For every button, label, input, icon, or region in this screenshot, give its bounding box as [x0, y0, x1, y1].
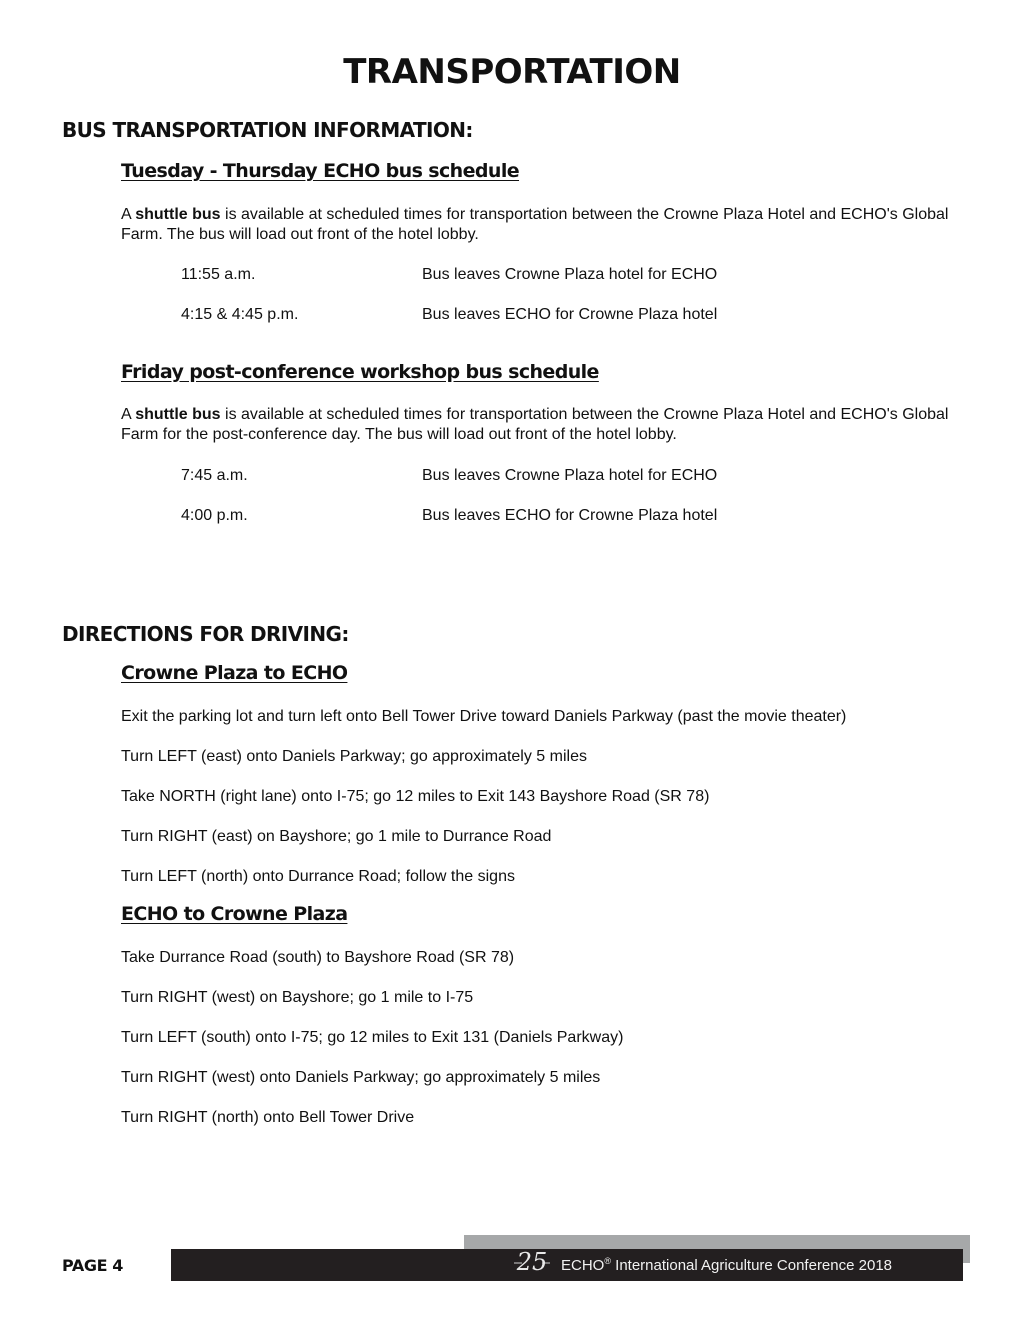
- schedule-time: 4:15 & 4:45 p.m.: [181, 306, 299, 323]
- bus-section-heading: BUS TRANSPORTATION INFORMATION:: [62, 118, 473, 142]
- schedule-description: Bus leaves Crowne Plaza hotel for ECHO: [422, 266, 718, 283]
- conference-name: ECHO® International Agriculture Conference 2018: [561, 1256, 892, 1274]
- friday-intro: A shuttle bus is available at scheduled times for transportation between the Crowne Plaza Hotel and ECHO's Global Farm for the post-conference day. The bus will load out front of the hotel lobby.: [121, 406, 949, 443]
- anniversary-logo: [512, 1236, 552, 1274]
- schedule-time: 4:00 p.m.: [181, 507, 248, 524]
- page-number: PAGE 4: [62, 1256, 124, 1275]
- friday-schedule-heading: Friday post-conference workshop bus schedule: [121, 361, 599, 383]
- direction-step: Take NORTH (right lane) onto I-75; go 12 miles to Exit 143 Bayshore Road (SR 78): [121, 788, 710, 805]
- direction-step: Turn RIGHT (west) on Bayshore; go 1 mile to I-75: [121, 989, 474, 1006]
- direction-step: Turn LEFT (north) onto Durrance Road; follow the signs: [121, 868, 515, 885]
- tuesday-schedule-heading: Tuesday - Thursday ECHO bus schedule: [121, 160, 520, 182]
- tuesday-intro: A shuttle bus is available at scheduled times for transportation between the Crowne Plaza Hotel and ECHO's Global Farm. The bus will load out front of the hotel lobby.: [121, 206, 949, 243]
- schedule-row: [181, 305, 941, 325]
- shuttle-bus-emphasis: shuttle bus: [135, 406, 221, 423]
- driving-section-heading: DIRECTIONS FOR DRIVING:: [62, 622, 349, 646]
- schedule-time: 11:55 a.m.: [181, 266, 256, 283]
- anniversary-logo-number: 25: [516, 1248, 548, 1274]
- direction-step: Turn LEFT (south) onto I-75; go 12 miles to Exit 131 (Daniels Parkway): [121, 1029, 624, 1046]
- schedule-row: [181, 265, 941, 285]
- direction-step: Turn RIGHT (north) onto Bell Tower Drive: [121, 1109, 415, 1126]
- direction-step: Exit the parking lot and turn left onto Bell Tower Drive toward Daniels Parkway (past the movie theater): [121, 708, 847, 725]
- shuttle-bus-emphasis: shuttle bus: [135, 206, 221, 223]
- page-title: TRANSPORTATION: [343, 52, 681, 92]
- schedule-row: [181, 466, 941, 486]
- to-echo-heading: Crowne Plaza to ECHO: [121, 662, 348, 684]
- schedule-description: Bus leaves ECHO for Crowne Plaza hotel: [422, 306, 718, 323]
- to-plaza-heading: ECHO to Crowne Plaza: [121, 903, 348, 925]
- schedule-description: Bus leaves ECHO for Crowne Plaza hotel: [422, 507, 718, 524]
- schedule-row: [181, 506, 941, 526]
- schedule-time: 7:45 a.m.: [181, 467, 248, 484]
- direction-step: Take Durrance Road (south) to Bayshore Road (SR 78): [121, 949, 515, 966]
- direction-step: Turn LEFT (east) onto Daniels Parkway; go approximately 5 miles: [121, 748, 587, 765]
- schedule-description: Bus leaves Crowne Plaza hotel for ECHO: [422, 467, 718, 484]
- direction-step: Turn RIGHT (west) onto Daniels Parkway; go approximately 5 miles: [121, 1069, 601, 1086]
- direction-step: Turn RIGHT (east) on Bayshore; go 1 mile to Durrance Road: [121, 828, 552, 845]
